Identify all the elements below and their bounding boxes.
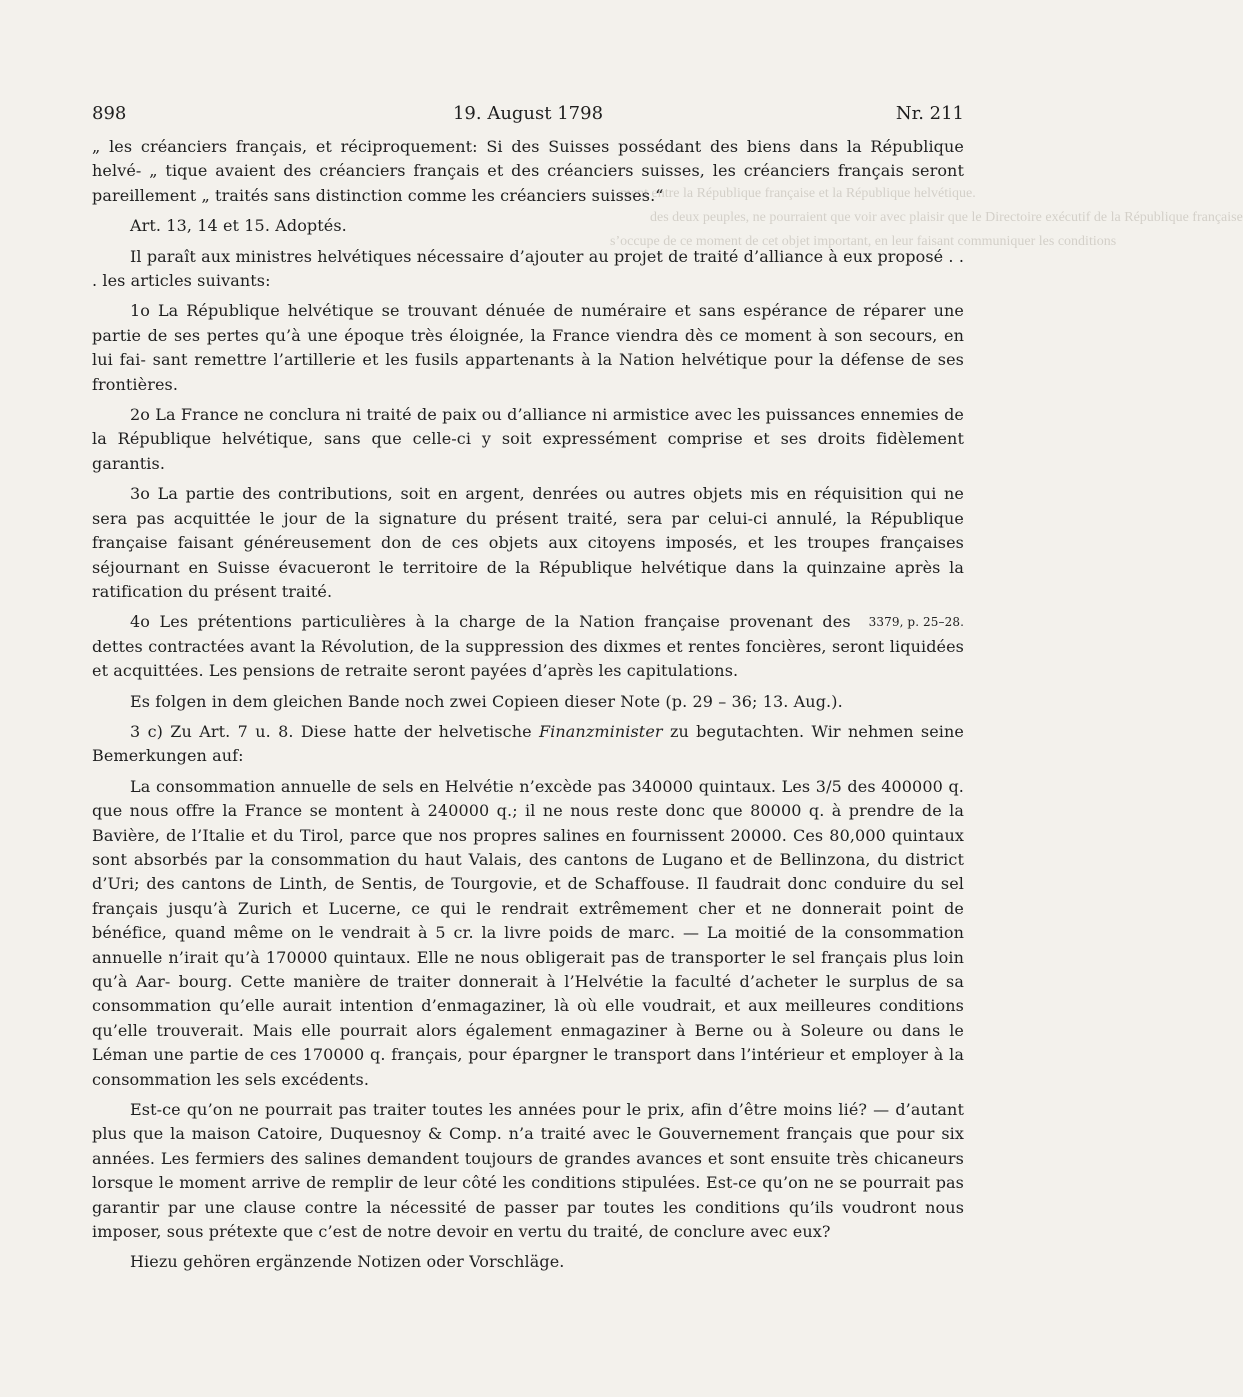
paragraph-quote: „ les créanciers français, et réciproquement: Si des Suisses possédant des biens dans la République helvé- „ tique avaient des créanciers français et des créanciers suisses, les créanciers français seront pareillement „ traités sans distinction comme les créanciers suisses.“ [92,137,964,205]
paragraph-article-4: 4o Les prétentions particulières à la charge de la Nation française provenant des dettes contractées avant la Révolution, de la suppression des dixmes et rentes foncières, seront liquidées et acquittées. Les pensions de retraite seront payées d’après les capitulations. [92,612,964,681]
paragraph-article-3: 3o La partie des contributions, soit en argent, denrées ou autres objets mis en réquisition qui ne sera pas acquittée le jour de la signature du présent traité, sera par celui-ci annulé, la République française faisant généreusement don de ces objets aux citoyens imposés, et les troupes françaises séjournant en Suisse évacueront le territoire de la République helvétique dans la quinzaine après la ratification du présent traité. [92,484,964,601]
paragraph-salt-consumption: La consommation annuelle de sels en Helvétie n’excède pas 340000 quintaux. Les 3/5 des 400000 q. que nous offre la France se montent à 240000 q.; il ne nous reste donc que 80000 q. à prendre de la Bavière, de l’Italie et du Tirol, parce que nos propres salines en fournissent 20000. Ces 80,000 quintaux sont absorbés par la consommation du haut Valais, des cantons de Lugano et de Bellinzona, du district d’Uri; des cantons de Linth, de Sentis, de Tourgovie, et de Schaffouse. Il faudrait donc conduire du sel français jusqu’à Zurich et Lucerne, ce qui le rendrait extrêmement cher et ne donnerait point de bénéfice, quand même on le vendrait à 5 cr. la livre poids de marc. — La moitié de la consommation annuelle n’irait qu’à 170000 quintaux. Elle ne nous obligerait pas de transporter le sel français plus loin qu’à Aar- bourg. Cette manière de traiter donnerait à l’Helvétie la faculté d’acheter le surplus de sa consommation qu’elle aurait intention d’enmagaziner, là où elle voudrait, et aux meilleures conditions qu’elle trouverait. Mais elle pourrait alors également enmagaziner à Berne ou à Soleure ou dans le Léman une partie de ces 170000 q. français, pour épargner le transport dans l’intérieur et employer à la consommation les sels excédents. [92,776,964,1089]
paragraph-finance-intro [92,720,964,769]
header-date: 19. August 1798 [452,103,604,124]
finance-intro-after: zu begutachten. Wir nehmen seine Bemerkungen auf: [92,721,964,766]
main-text [92,135,964,1275]
paragraph-article-1: 1o La République helvétique se trouvant dénuée de numéraire et sans espérance de réparer une partie de ses pertes qu’à une époque très éloignée, la France viendra dès ce moment à son secours, en lui fai- sant remettre l’artillerie et les fusils appartenants à la Nation helvétique pour la défense de ses frontières. [92,301,964,394]
finance-minister-term: Finanzminister [538,721,663,741]
section-number: Nr. 211 [895,103,964,124]
finance-intro-before: 3 c) Zu Art. 7 u. 8. Diese hatte der helvetische [130,721,539,741]
paragraph-additional-notes: Hiezu gehören ergänzende Notizen oder Vorschläge. [130,1252,565,1272]
show-through-text: ment entre la République française et la République helvétique. [620,186,976,201]
show-through-text: s’occupe de ce moment de cet objet important, en leur faisant communiquer les conditions [610,234,1117,249]
paragraph-copies-note: Es folgen in dem gleichen Bande noch zwei Copieen dieser Note (p. 29 – 36; 13. Aug.). [130,691,843,711]
show-through-text: des deux peuples, ne pourraient que voir avec plaisir que le Directoire exécutif de la République française [650,210,1243,225]
paragraph-article-2: 2o La France ne conclura ni traité de paix ou d’alliance ni armistice avec les puissances ennemies de la République helvétique, sans que celle-ci y soit expressément comprise et ses droits fidèlement garantis. [92,405,964,473]
article-4-block [92,610,964,683]
paragraph-intro: Il paraît aux ministres helvétiques nécessaire d’ajouter au projet de traité d’alliance à eux proposé . . . les articles suivants: [92,246,964,291]
paragraph-annual-contract: Est-ce qu’on ne pourrait pas traiter toutes les années pour le prix, afin d’être moins lié? — d’autant plus que la maison Catoire, Duquesnoy & Comp. n’a traité avec le Gouvernement français que pour six années. Les fermiers des salines demandent toujours de grandes avances et sont ensuite très chicaneurs lorsque le moment arrive de remplir de leur côté les conditions stipulées. Est-ce qu’on ne se pourrait pas garantir par une clause contre la nécessité de passer par toutes les conditions qu’ils voudront nous imposer, sous prétexte que c’est de notre devoir en vertu du traité, de conclure avec eux? [92,1100,964,1242]
paragraph-adopted: Art. 13, 14 et 15. Adoptés. [130,216,347,236]
page-number: 898 [92,103,127,124]
page-header [92,100,964,128]
citation-reference: 3379, p. 25–28. [868,615,964,630]
